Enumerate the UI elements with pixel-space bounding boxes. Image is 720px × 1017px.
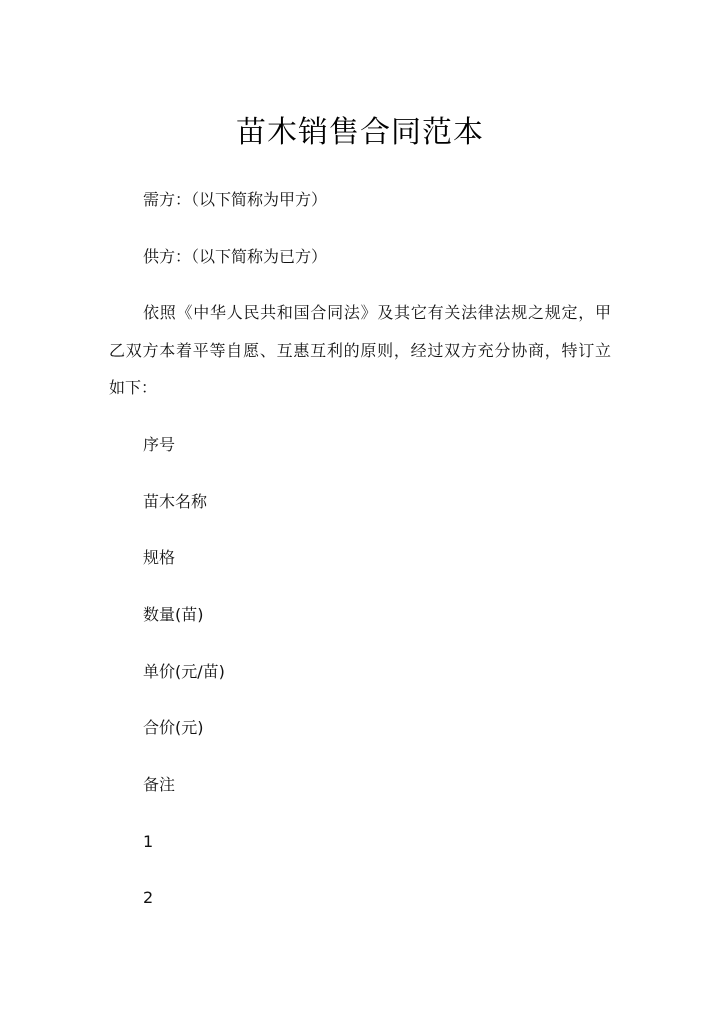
intro-line: 依照《中华人民共和国合同法》及其它有关法律法规之规定，甲 <box>143 303 611 322</box>
list-item-specification: 规格 <box>143 548 176 567</box>
list-item-row-1: 1 <box>143 832 154 851</box>
list-item-total-price: 合价(元) <box>143 718 204 737</box>
buyer-line: 需方：（以下简称为甲方） <box>143 190 328 209</box>
intro-line: 如下： <box>109 378 158 397</box>
list-item-unit-price: 单价(元/苗) <box>143 662 225 681</box>
list-item-row-2: 2 <box>143 888 154 907</box>
list-item-serial-number: 序号 <box>143 435 176 454</box>
list-item-quantity: 数量(苗) <box>143 605 204 624</box>
list-item-seedling-name: 苗木名称 <box>143 492 208 511</box>
list-item-remarks: 备注 <box>143 775 176 794</box>
intro-line: 乙双方本着平等自愿、互惠互利的原则，经过双方充分协商，特订立 <box>109 341 611 360</box>
seller-line: 供方：（以下简称为已方） <box>143 247 328 266</box>
document-title: 苗木销售合同范本 <box>236 115 484 150</box>
